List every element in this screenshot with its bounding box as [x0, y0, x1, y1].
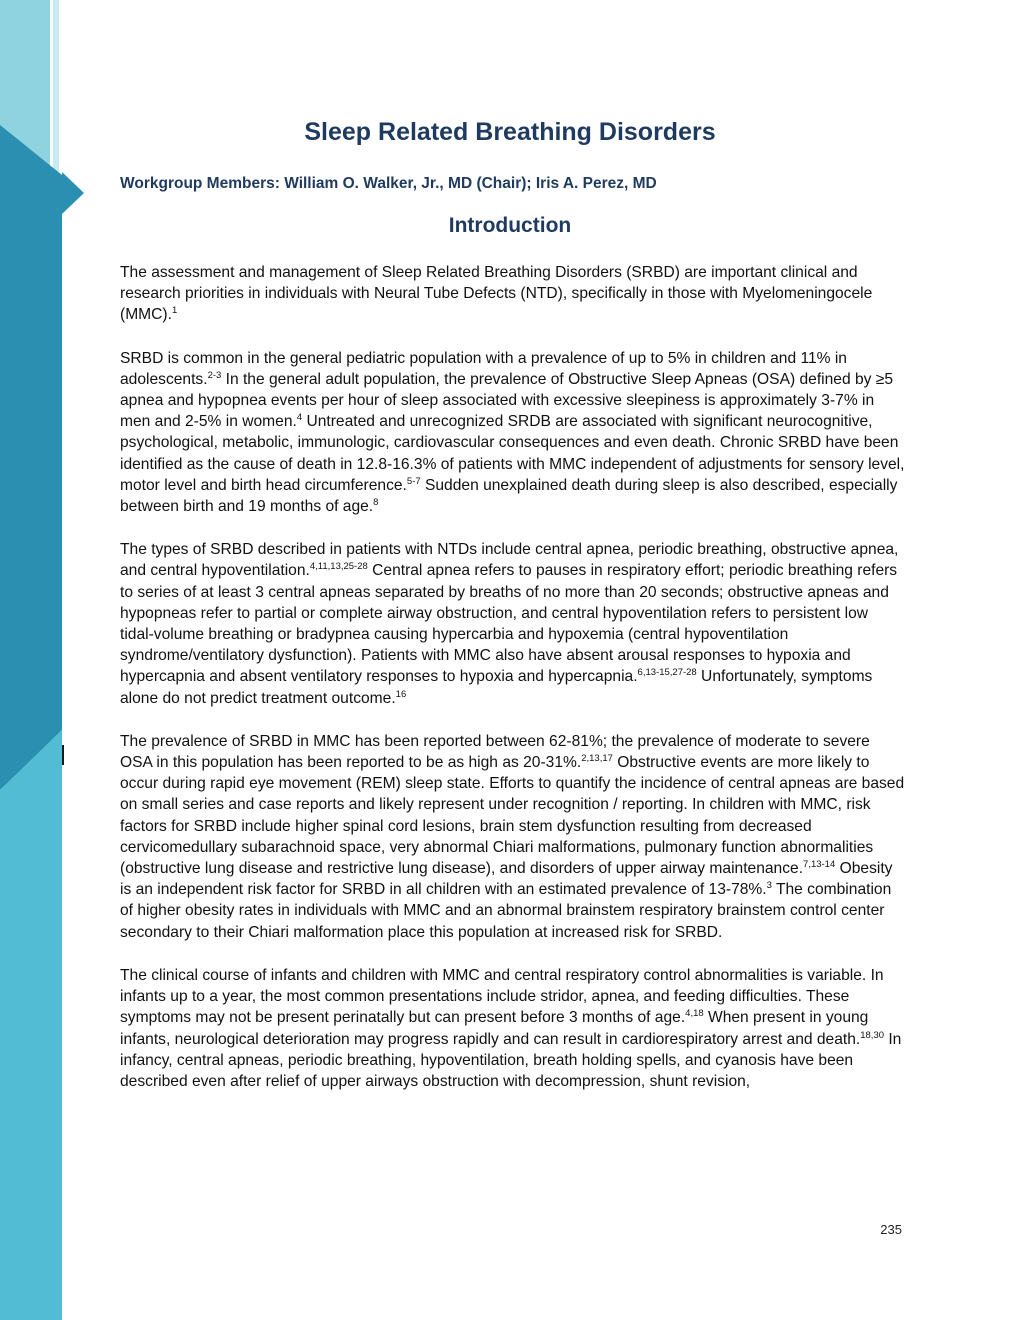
text-run: The prevalence of SRBD in MMC has been reported between 62-81%; the prevalence of moderate to severe OSA in this population has been reported to be as high as 20-31%. [120, 732, 870, 772]
text-run: Untreated and unrecognized SRDB are associated with significant neurocognitive, psychological, metabolic, immunologic, cardiovascular consequences and even death. Chronic SRBD have been identified as the cause of death in 12.8-16.3% of patients with MMC independent of adjustments for sensory level, motor level and birth head circumference. [120, 413, 905, 494]
text-run: SRBD is common in the general pediatric population with a prevalence of up to 5% in children and 11% in adolescents. [120, 349, 847, 388]
paragraph [120, 262, 905, 326]
arrow-tab [62, 172, 84, 214]
paragraph [120, 539, 905, 709]
citation-superscript: 5-7 [406, 475, 421, 487]
page-number: 235 [880, 1222, 902, 1237]
text-run: Obesity is an independent risk factor for SRBD in all children with an estimated prevalence of 13-78%. [120, 860, 893, 899]
workgroup-members: Workgroup Members: William O. Walker, Jr., MD (Chair); Iris A. Perez, MD [120, 175, 657, 192]
paragraph [120, 965, 905, 1092]
paragraph [120, 731, 905, 943]
citation-superscript: 1 [171, 305, 178, 317]
text-run: Central apnea refers to pauses in respiratory effort; periodic breathing refers to series of at least 3 central apneas separated by breaths of no more than 20 seconds; obstructive apneas and hypopneas refer to partial or complete airway obstruction, and central hypoventilation refers to persistent low tidal-volume breathing or bradypnea causing hypercarbia and hypoxemia (central hypoventilation syndrome/ventilatory dysfunction). Patients with MMC also have absent arousal responses to hypoxia and hypercapnia and absent ventilatory responses to hypoxia and hypercapnia. [120, 562, 898, 686]
dark-diagonal-shape [0, 125, 62, 790]
citation-superscript: 18,30 [860, 1029, 885, 1041]
section-heading-introduction: Introduction [448, 214, 572, 237]
text-run: The assessment and management of Sleep Related Breathing Disorders (SRBD) are important clinical and research priorities in individuals with Neural Tube Defects (NTD), specifically in those with Myelomeningocele (MMC). [120, 264, 873, 324]
page-title: Sleep Related Breathing Disorders [304, 118, 716, 146]
citation-superscript: 4,18 [685, 1008, 704, 1020]
text-run: The types of SRBD described in patients with NTDs include central apnea, periodic breathing, obstructive apnea, and central hypoventilation. [120, 541, 899, 580]
citation-superscript: 2,13,17 [581, 753, 613, 765]
text-run: In infancy, central apneas, periodic breathing, hypoventilation, breath holding spells, and cyanosis have been described even after relief of upper airways obstruction with decompression, shunt revision, [120, 1030, 902, 1090]
citation-superscript: 8 [373, 497, 379, 509]
text-run: In the general adult population, the prevalence of Obstructive Sleep Apneas (OSA) defined by ≥5 apnea and hypopnea events per hour of sleep associated with excessive sleepiness is approximately 3-7% in men and 2-5% in women. [120, 370, 894, 431]
text-run: Unfortunately, symptoms alone do not predict treatment outcome. [120, 668, 873, 707]
marker-bar [62, 745, 64, 765]
text-run: When present in young infants, neurological deterioration may progress rapidly and can result in cardiorespiratory arrest and death. [120, 1009, 869, 1048]
text-run: The combination of higher obesity rates in individuals with MMC and an abnormal brainstem respiratory brainstem control center secondary to their Chiari malformation place this population at increased risk for SRBD. [120, 881, 892, 941]
text-run: Obstructive events are more likely to occur during rapid eye movement (REM) sleep state. Efforts to quantify the incidence of central apneas are based on small series and case reports and likely represent under recognition / reporting. In children with MMC, risk factors for SRBD include higher spinal cord lesions, brain stem dysfunction resulting from decreased cervicomedullary subarachnoid space, very abnormal Chiari malformations, pulmonary function abnormalities (obstructive lung disease and restrictive lung disease), and disorders of upper airway maintenance. [120, 754, 905, 878]
citation-superscript: 6,13-15,27-28 [637, 667, 697, 679]
text-run: Sudden unexplained death during sleep is also described, especially between birth and 19 months of age. [120, 476, 898, 516]
citation-superscript: 4 [296, 412, 303, 424]
body-text [120, 262, 905, 1114]
paragraph [120, 348, 905, 518]
text-run: The clinical course of infants and children with MMC and central respiratory control abnormalities is variable. In infants up to a year, the most common presentations include stridor, apnea, and feeding difficulties. These symptoms may not be present perinatally but can present before 3 months of age. [120, 966, 884, 1027]
citation-superscript: 2-3 [207, 369, 222, 381]
mid-diagonal-shape [0, 730, 62, 1320]
citation-superscript: 7,13-14 [803, 859, 836, 871]
citation-superscript: 4,11,13,25-28 [309, 561, 368, 573]
citation-superscript: 16 [395, 688, 407, 700]
citation-superscript: 3 [766, 880, 772, 892]
